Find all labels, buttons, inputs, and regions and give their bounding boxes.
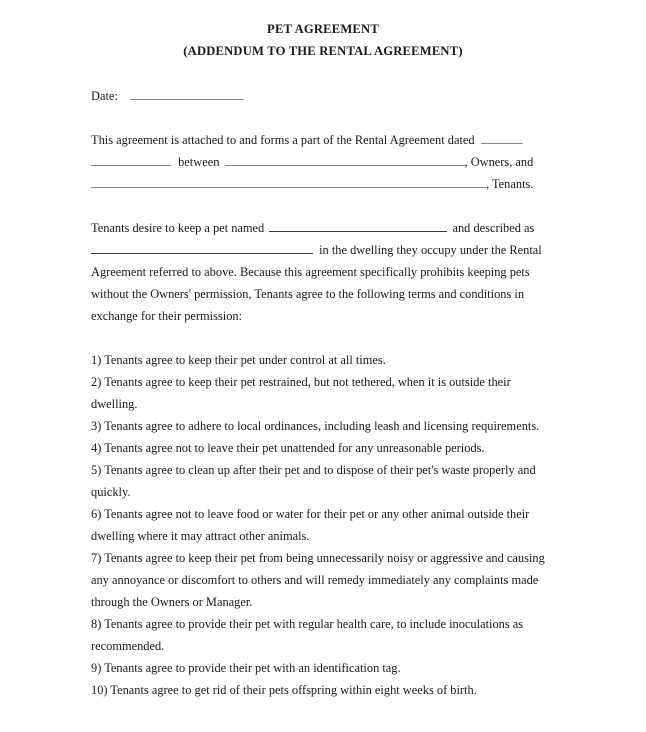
date-field[interactable] bbox=[130, 88, 244, 100]
intro-line-2 bbox=[91, 154, 561, 170]
pet-text-1a: Tenants desire to keep a pet named bbox=[91, 221, 265, 235]
term-line: 2) Tenants agree to keep their pet restrained, but not tethered, when it is outside their bbox=[91, 375, 511, 389]
document-title: PET AGREEMENT bbox=[267, 22, 379, 36]
term-line: 9) Tenants agree to provide their pet with an identification tag. bbox=[91, 661, 401, 675]
owners-field[interactable] bbox=[225, 154, 465, 166]
term-line: 5) Tenants agree to clean up after their pet and to dispose of their pet's waste properly and bbox=[91, 463, 536, 477]
agreement-date-field-cont[interactable] bbox=[91, 154, 171, 166]
term-line: quickly. bbox=[91, 485, 131, 499]
pet-description-field[interactable] bbox=[91, 242, 313, 254]
term-line: dwelling. bbox=[91, 397, 138, 411]
term-line: 3) Tenants agree to adhere to local ordinances, including leash and licensing requirements. bbox=[91, 419, 540, 433]
tenants-field[interactable] bbox=[91, 176, 486, 188]
document-subtitle: (ADDENDUM TO THE RENTAL AGREEMENT) bbox=[183, 44, 463, 58]
term-line: any annoyance or discomfort to others and will remedy immediately any complaints made bbox=[91, 573, 539, 587]
intro-line-1 bbox=[91, 132, 561, 148]
date-line bbox=[91, 88, 561, 104]
term-line: 7) Tenants agree to keep their pet from being unnecessarily noisy or aggressive and causing bbox=[91, 551, 545, 565]
pet-line-1 bbox=[91, 220, 561, 236]
term-line: 1) Tenants agree to keep their pet under control at all times. bbox=[91, 353, 386, 367]
date-label: Date: bbox=[91, 89, 118, 103]
intro-line-3 bbox=[91, 176, 561, 192]
between-label: between bbox=[178, 155, 220, 169]
intro-text-1: This agreement is attached to and forms a part of the Rental Agreement dated bbox=[91, 133, 475, 147]
pet-text-1b: and described as bbox=[452, 221, 535, 235]
term-line: through the Owners or Manager. bbox=[91, 595, 253, 609]
term-line: 8) Tenants agree to provide their pet with regular health care, to include inoculations as bbox=[91, 617, 524, 631]
pet-name-field[interactable] bbox=[269, 220, 447, 232]
term-line: recommended. bbox=[91, 639, 165, 653]
owners-label: , Owners, and bbox=[464, 155, 534, 169]
agreement-date-field[interactable] bbox=[481, 132, 523, 144]
pet-line-4: without the Owners' permission, Tenants agree to the following terms and conditions in bbox=[91, 287, 525, 301]
pet-line-3: Agreement referred to above. Because this agreement specifically prohibits keeping pets bbox=[91, 265, 530, 279]
term-line: dwelling where it may attract other animals. bbox=[91, 529, 310, 543]
pet-line-5: exchange for their permission: bbox=[91, 309, 243, 323]
pet-text-2: in the dwelling they occupy under the Rental bbox=[319, 243, 542, 257]
term-line: 4) Tenants agree not to leave their pet unattended for any unreasonable periods. bbox=[91, 441, 485, 455]
term-line: 6) Tenants agree not to leave food or water for their pet or any other animal outside their bbox=[91, 507, 530, 521]
pet-line-2 bbox=[91, 242, 561, 258]
term-line: 10) Tenants agree to get rid of their pets offspring within eight weeks of birth. bbox=[91, 683, 477, 697]
tenants-label: , Tenants. bbox=[486, 177, 534, 191]
